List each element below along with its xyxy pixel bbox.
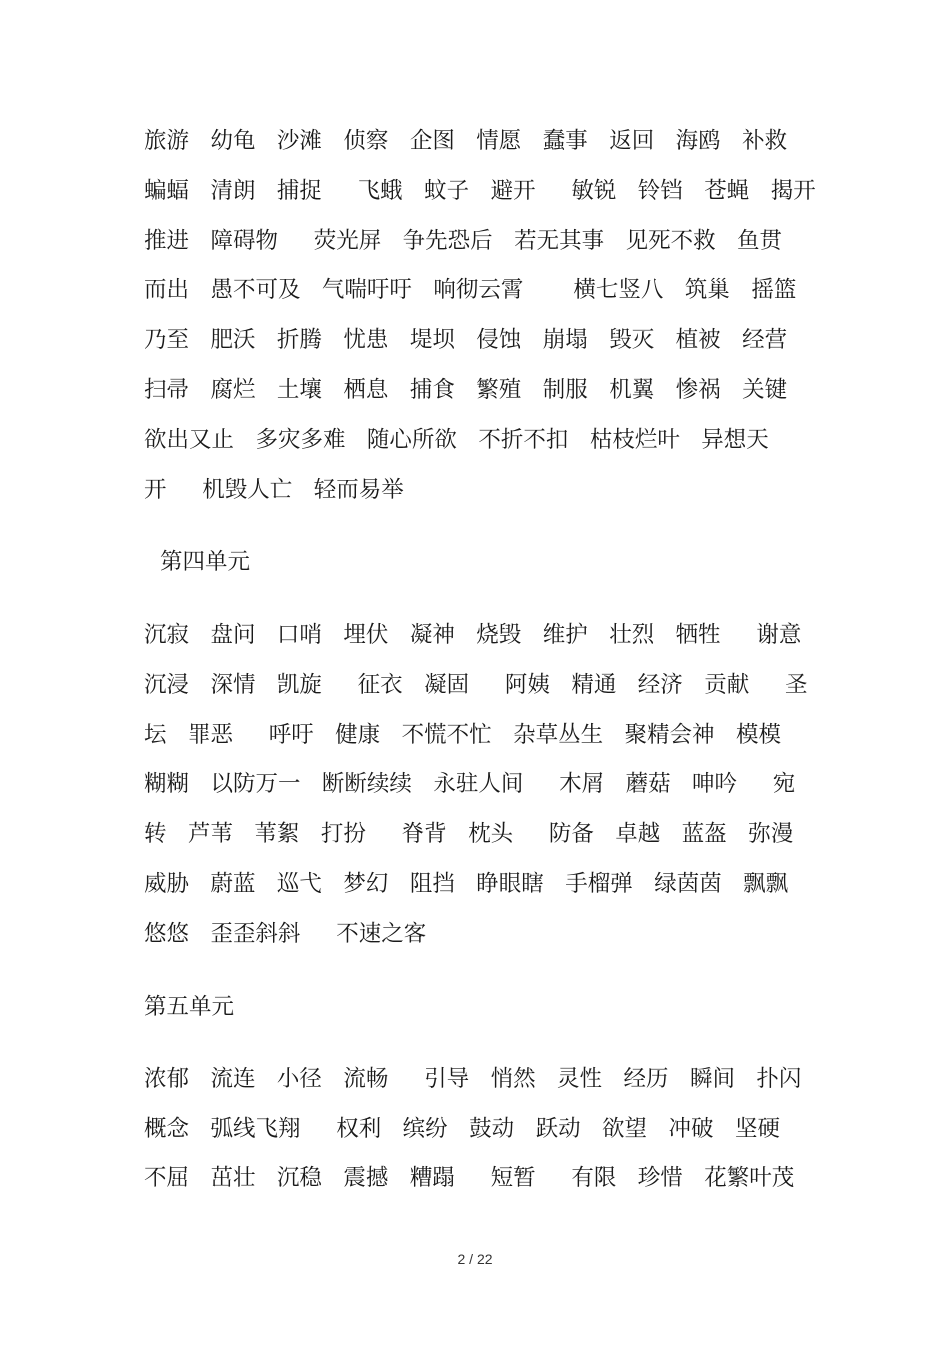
vocab-line: 扫帚 腐烂 土壤 栖息 捕食 繁殖 制服 机翼 惨祸 关键	[144, 377, 788, 403]
vocab-line: 威胁 蔚蓝 巡弋 梦幻 阻挡 睁眼瞎 手榴弹 绿茵茵 飘飘	[144, 871, 789, 897]
vocab-line: 旅游 幼龟 沙滩 侦察 企图 情愿 蠢事 返回 海鸥 补救	[144, 128, 788, 154]
vocab-line: 开 机毁人亡 轻而易举	[144, 477, 404, 503]
vocab-line: 糊糊 以防万一 断断续续 永驻人间 木屑 蘑菇 呻吟 宛	[144, 771, 796, 797]
vocab-line: 而出 愚不可及 气喘吁吁 响彻云霄 横七竖八 筑巢 摇篮	[144, 277, 797, 303]
page-number: 2 / 22	[457, 1251, 493, 1267]
vocab-line: 蝙蝠 清朗 捕捉 飞蛾 蚊子 避开 敏锐 铃铛 苍蝇 揭开	[144, 178, 816, 204]
vocab-line: 悠悠 歪歪斜斜 不速之客	[144, 921, 427, 947]
section-heading-unit-5: 第五单元	[144, 994, 235, 1020]
vocab-line: 坛 罪恶 呼吁 健康 不慌不忙 杂草丛生 聚精会神 模模	[144, 722, 781, 748]
vocab-line: 概念 弧线飞翔 权利 缤纷 鼓动 跃动 欲望 冲破 坚硬	[144, 1116, 780, 1142]
vocab-line: 沉浸 深情 凯旋 征衣 凝固 阿姨 精通 经济 贡献 圣	[144, 672, 808, 698]
vocab-line: 乃至 肥沃 折腾 忧患 堤坝 侵蚀 崩塌 毁灭 植被 经营	[144, 327, 788, 353]
vocab-line: 欲出又止 多灾多难 随心所欲 不折不扣 枯枝烂叶 异想天	[144, 427, 769, 453]
vocab-line: 沉寂 盘问 口哨 埋伏 凝神 烧毁 维护 壮烈 牺牲 谢意	[144, 622, 802, 648]
section-heading-unit-4: 第四单元	[160, 549, 251, 575]
vocab-line: 推进 障碍物 荧光屏 争先恐后 若无其事 见死不救 鱼贯	[144, 228, 783, 254]
vocab-line: 浓郁 流连 小径 流畅 引导 悄然 灵性 经历 瞬间 扑闪	[144, 1066, 802, 1092]
vocab-line: 不屈 茁壮 沉稳 震撼 糟蹋 短暂 有限 珍惜 花繁叶茂	[144, 1165, 795, 1191]
vocab-line: 转 芦苇 苇絮 打扮 脊背 枕头 防备 卓越 蓝盔 弥漫	[144, 821, 794, 847]
